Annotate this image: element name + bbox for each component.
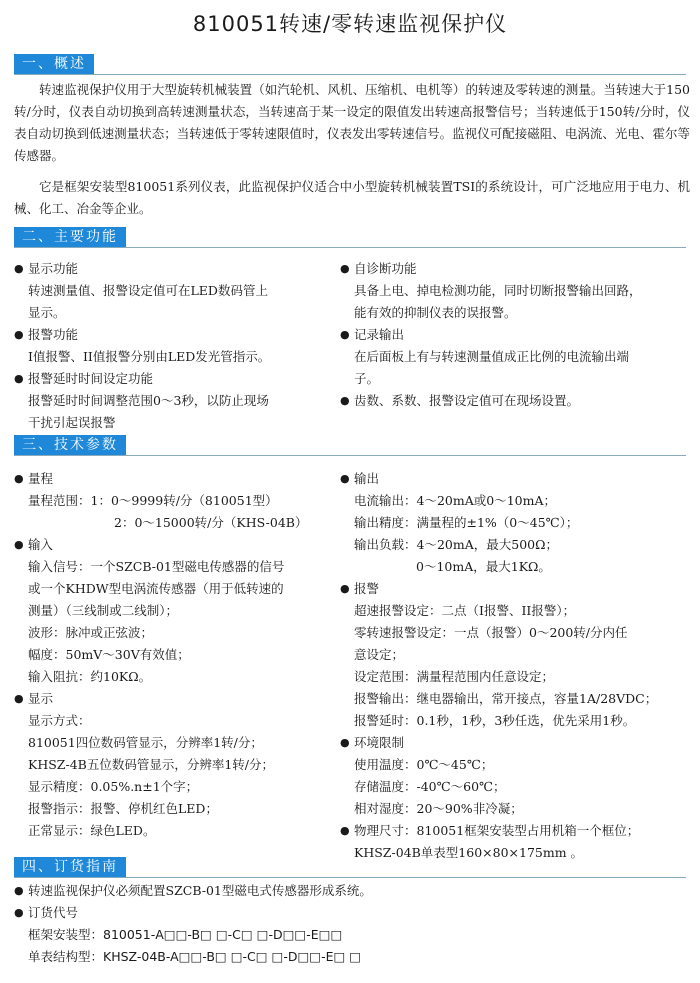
spec-detail: 设定范围：满量程范围内任意设定； (354, 669, 555, 684)
spec-detail: 或一个KHDW型电涡流传感器（用于低转速的 (28, 581, 284, 596)
spec-detail: 零转速报警设定：一点（报警）0～200转/分内任 (354, 625, 628, 640)
spec-item: ● 输出 (340, 468, 690, 490)
spec-detail: 正常显示：绿色LED。 (28, 823, 156, 838)
order-guide (14, 880, 690, 968)
spec-detail: 超速报警设定：二点（I报警、II报警）； (354, 603, 576, 618)
spec-detail: 显示方式： (28, 713, 91, 728)
section-divider (14, 877, 686, 878)
function-item: ● 齿数、系数、报警设定值可在现场设置。 (340, 390, 690, 412)
spec-detail: 0～10mA，最大1KΩ。 (416, 559, 551, 574)
spec-item: ● 环境限制 (340, 732, 690, 754)
section-divider (14, 74, 686, 75)
function-detail: 具备上电、掉电检测功能，同时切断报警输出回路， (354, 283, 642, 298)
spec-detail: 输入阻抗：约10KΩ。 (28, 669, 152, 684)
spec-detail: 输出精度：满量程的±1%（0～45℃）； (354, 515, 579, 530)
section-header-order: 四、订货指南 (14, 857, 126, 877)
spec-detail: 报警输出：继电器输出，常开接点，容量1A/28VDC； (354, 691, 658, 706)
spec-item: ● 量程 (14, 468, 344, 490)
function-detail: 能有效的抑制仪表的误报警。 (354, 305, 517, 320)
section-header-functions: 二、主要功能 (14, 227, 126, 247)
function-detail: 报警延时时间调整范围0～3秒，以防止现场 (28, 393, 269, 408)
spec-detail: 使用温度：0℃～45℃； (354, 757, 494, 772)
function-item: ● 报警延时时间设定功能 (14, 368, 344, 390)
spec-detail: 输入信号：一个SZCB-01型磁电传感器的信号 (28, 559, 285, 574)
spec-detail: 波形：脉冲或正弦波； (28, 625, 154, 640)
spec-item: ● 输入 (14, 534, 344, 556)
spec-detail: 意设定； (354, 647, 405, 662)
spec-detail: 2：0～15000转/分（KHS-04B） (114, 515, 308, 530)
spec-detail: 电流输出：4～20mA或0～10mA； (354, 493, 556, 508)
spec-detail: KHSZ-04B单表型160×80×175mm 。 (354, 845, 584, 860)
spec-detail: KHSZ-4B五位数码管显示，分辨率1转/分； (28, 757, 275, 772)
specs-left-column (14, 468, 344, 842)
spec-item: ● 显示 (14, 688, 344, 710)
spec-detail: 幅度：50mV～30V有效值； (28, 647, 190, 662)
spec-detail: 测量）（三线制或二线制）； (28, 603, 179, 618)
function-detail: 显示。 (28, 305, 66, 320)
function-item: ● 显示功能 (14, 258, 344, 280)
order-code-single: 单表结构型：KHSZ-04B-A□□-B□ □-C□ □-D□□-E□ □ (28, 949, 362, 964)
spec-detail: 输出负载：4～20mA，最大500Ω； (354, 537, 558, 552)
section-header-overview: 一、概述 (14, 54, 94, 74)
function-detail: I值报警、II值报警分别由LED发光管指示。 (28, 349, 271, 364)
function-detail: 转速测量值、报警设定值可在LED数码管上 (28, 283, 268, 298)
function-detail: 干扰引起误报警 (28, 415, 116, 430)
page-title: 810051转速/零转速监视保护仪 (192, 12, 508, 36)
functions-right-column (340, 258, 690, 412)
spec-detail: 810051四位数码管显示，分辨率1转/分； (28, 735, 263, 750)
specs-right-column (340, 468, 690, 864)
spec-item: ● 报警 (340, 578, 690, 600)
spec-detail: 显示精度：0.05%.n±1个字； (28, 779, 199, 794)
order-code-frame: 框架安装型：810051-A□□-B□ □-C□ □-D□□-E□□ (28, 927, 343, 942)
spec-detail: 报警指示：报警、停机红色LED； (28, 801, 218, 816)
section-divider (14, 455, 686, 456)
function-item: ● 记录输出 (340, 324, 690, 346)
section-header-specs: 三、技术参数 (14, 435, 126, 455)
function-detail: 子。 (354, 371, 380, 386)
function-detail: 在后面板上有与转速测量值成正比例的电流输出端 (354, 349, 630, 364)
overview-paragraph-1: 转速监视保护仪用于大型旋转机械装置（如汽轮机、风机、压缩机、电机等）的转速及零转速的测量。当转速大于150转/分时，仪表自动切换到高转速测量状态，当转速高于某一设定的限值发出转速高报警信号；当转速低于150转/分时，仪表自动切换到低速测量状态；当转速低于零转速限值时，仪表发出零转速信号。监视仪可配接磁阻、电涡流、光电、霍尔等传感器。 (14, 82, 690, 163)
function-item: ● 自诊断功能 (340, 258, 690, 280)
overview-paragraph-2: 它是框架安装型810051系列仪表，此监视保护仪适合中小型旋转机械装置TSI的系统设计，可广泛地应用于电力、机械、化工、冶金等企业。 (14, 179, 690, 216)
spec-detail: 存储温度：-40℃～60℃； (354, 779, 506, 794)
spec-detail: 报警延时：0.1秒，1秒，3秒任选，优先采用1秒。 (354, 713, 636, 728)
order-item: ● 转速监视保护仪必须配置SZCB-01型磁电式传感器形成系统。 (14, 880, 690, 902)
order-item: ● 订货代号 (14, 902, 690, 924)
section-divider (14, 247, 686, 248)
function-item: ● 报警功能 (14, 324, 344, 346)
functions-left-column (14, 258, 344, 434)
spec-detail: 量程范围：1：0～9999转/分（810051型） (28, 493, 278, 508)
spec-detail: 相对湿度：20～90%非冷凝； (354, 801, 523, 816)
spec-item: ● 物理尺寸：810051框架安装型占用机箱一个框位； (340, 820, 690, 842)
